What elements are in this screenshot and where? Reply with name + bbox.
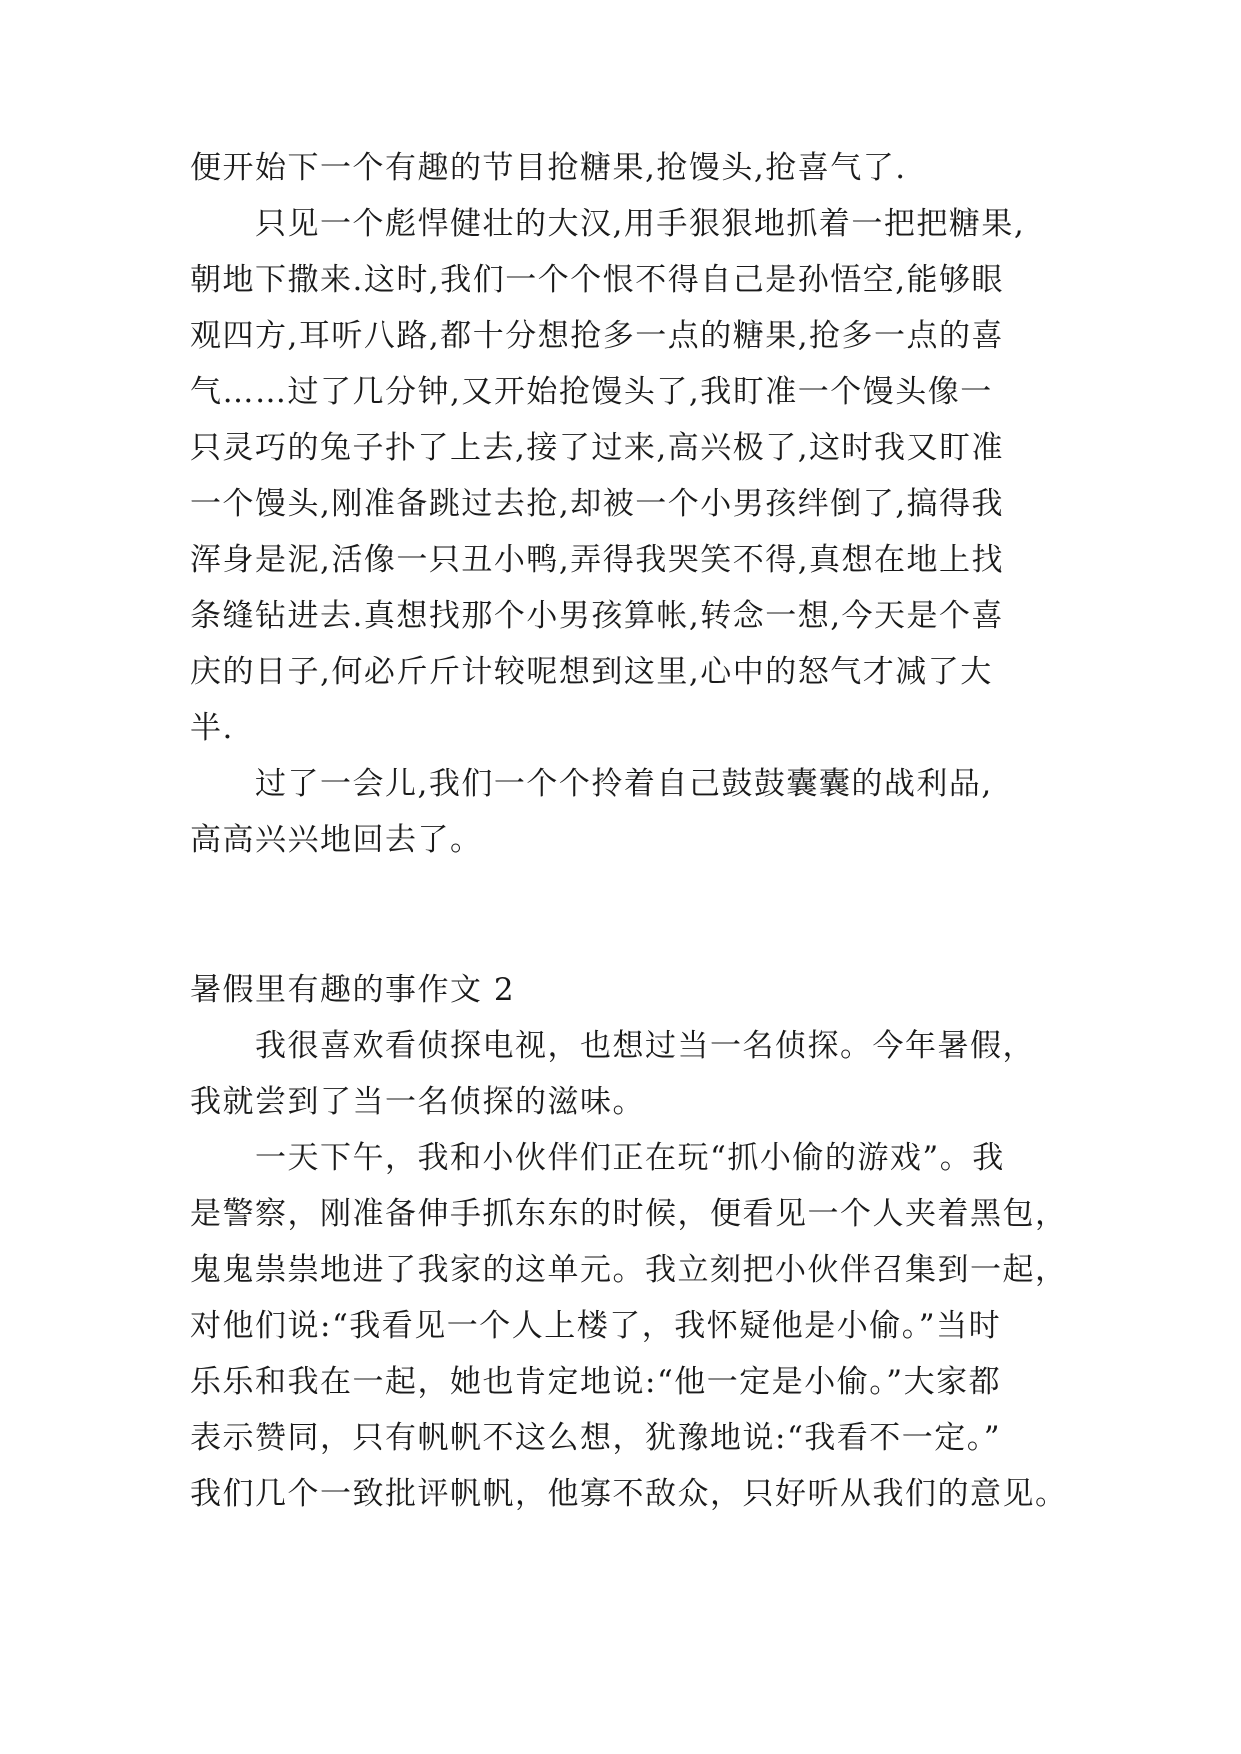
text-line: 只灵巧的兔子扑了上去,接了过来,高兴极了,这时我又盯准 <box>190 430 1005 466</box>
paragraph-start-line: 过了一会儿,我们一个个拎着自己鼓鼓囊囊的战利品, <box>255 766 993 802</box>
section-title: 暑假里有趣的事作文 2 <box>190 972 516 1008</box>
text-line: 气……过了几分钟,又开始抢馒头了,我盯准一个馒头像一 <box>190 374 993 410</box>
text-line: 观四方,耳听八路,都十分想抢多一点的糖果,抢多一点的喜 <box>190 318 1005 354</box>
text-line: 便开始下一个有趣的节目抢糖果,抢馒头,抢喜气了. <box>190 150 907 186</box>
text-line: 我们几个一致批评帆帆，他寡不敌众，只好听从我们的意见。 <box>190 1476 1068 1512</box>
text-line: 鬼鬼祟祟地进了我家的这单元。我立刻把小伙伴召集到一起， <box>190 1252 1068 1288</box>
paragraph-start-line: 一天下午，我和小伙伴们正在玩“抓小偷的游戏”。我 <box>255 1140 1005 1176</box>
text-line: 表示赞同，只有帆帆不这么想，犹豫地说:“我看不一定。” <box>190 1420 1002 1456</box>
text-line: 浑身是泥,活像一只丑小鸭,弄得我哭笑不得,真想在地上找 <box>190 542 1005 578</box>
text-line: 高高兴兴地回去了。 <box>190 822 483 858</box>
text-line: 乐乐和我在一起，她也肯定地说:“他一定是小偷。”大家都 <box>190 1364 1002 1400</box>
text-line: 对他们说:“我看见一个人上楼了，我怀疑他是小偷。”当时 <box>190 1308 1002 1344</box>
text-line: 是警察，刚准备伸手抓东东的时候，便看见一个人夹着黑包， <box>190 1196 1068 1232</box>
text-line: 庆的日子,何必斤斤计较呢想到这里,心中的怒气才减了大 <box>190 654 993 690</box>
paragraph-start-line: 只见一个彪悍健壮的大汉,用手狠狠地抓着一把把糖果, <box>255 206 1026 242</box>
text-line: 半. <box>190 710 234 746</box>
text-line: 我就尝到了当一名侦探的滋味。 <box>190 1084 645 1120</box>
text-line: 一个馒头,刚准备跳过去抢,却被一个小男孩绊倒了,搞得我 <box>190 486 1005 522</box>
text-line: 条缝钻进去.真想找那个小男孩算帐,转念一想,今天是个喜 <box>190 598 1005 634</box>
text-line: 朝地下撒来.这时,我们一个个恨不得自己是孙悟空,能够眼 <box>190 262 1005 298</box>
paragraph-start-line: 我很喜欢看侦探电视，也想过当一名侦探。今年暑假， <box>255 1028 1035 1064</box>
